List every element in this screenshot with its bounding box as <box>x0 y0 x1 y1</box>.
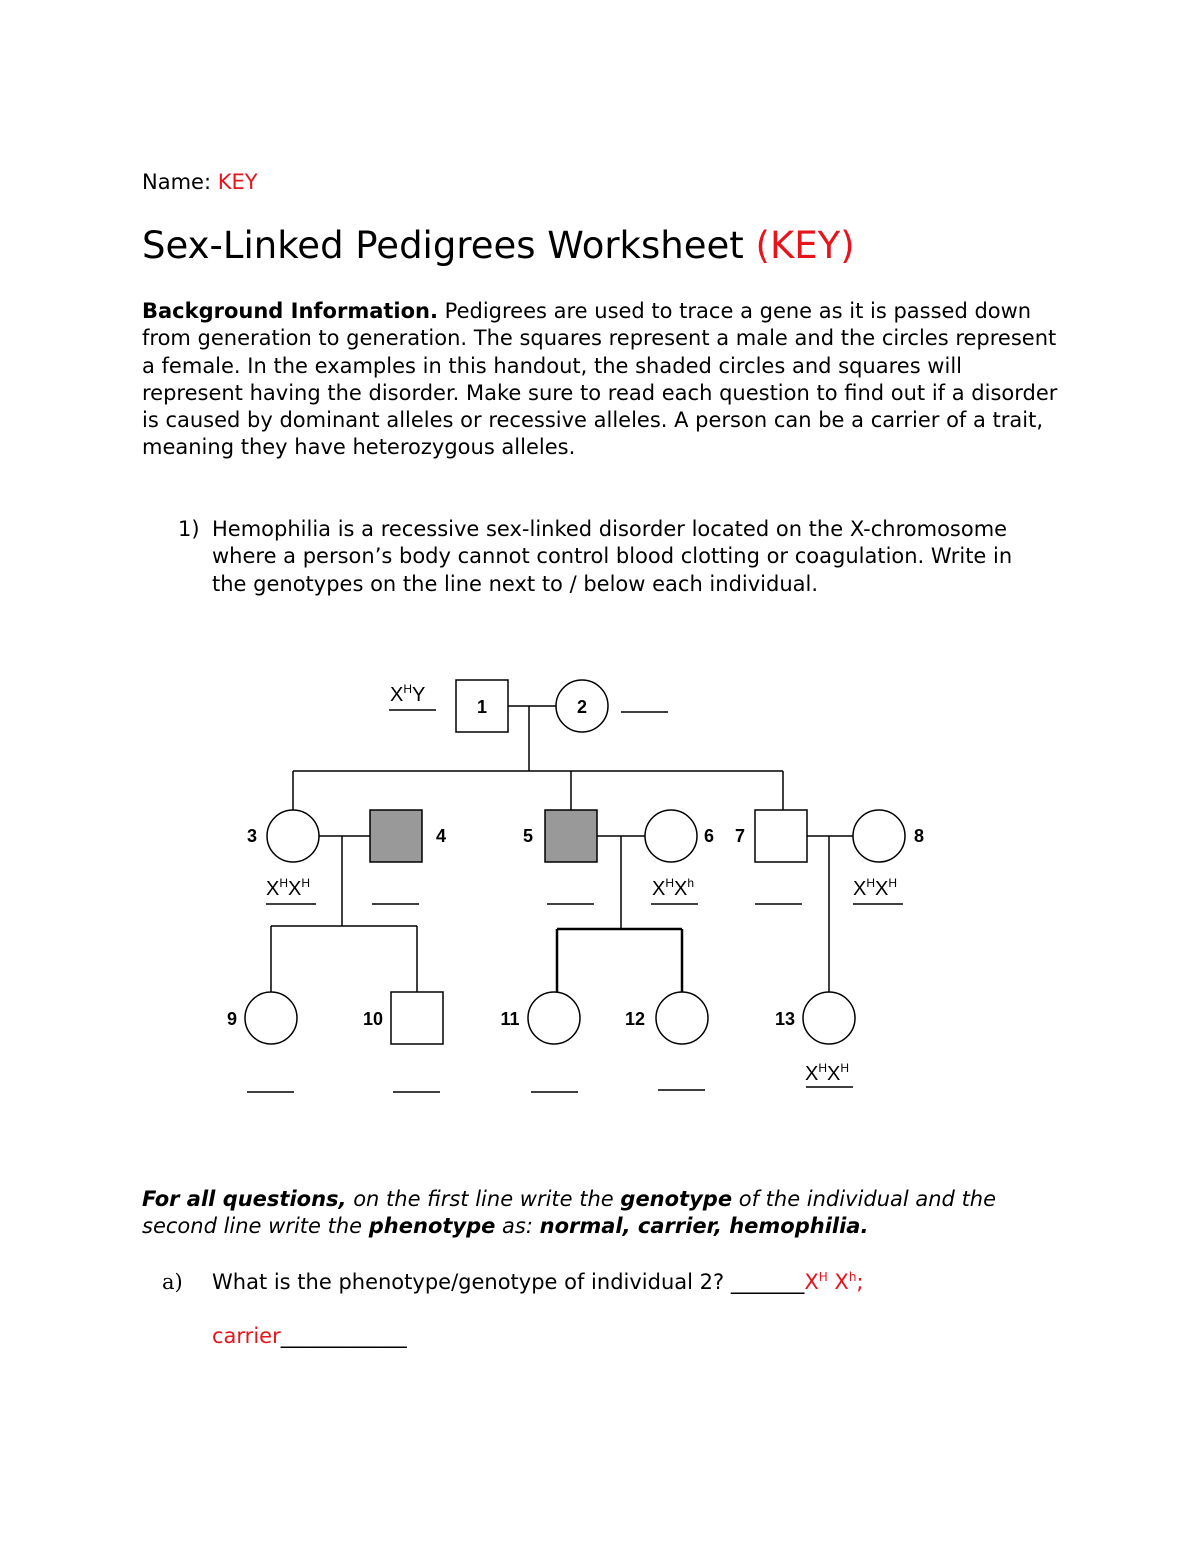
individual-6-number: 6 <box>703 826 715 846</box>
individual-10-male <box>391 992 443 1044</box>
question-1-text: Hemophilia is a recessive sex-linked disorder located on the X-chromosome where a person’s body cannot control blood clotting or coagulation. Write in the genotypes on the line next to / below each individual. <box>212 517 1013 596</box>
instructions: For all questions, on the first line write the genotype of the individual and the second line write the phenotype as: normal, carrier, hemophilia. <box>142 1187 997 1239</box>
title-main: Sex-Linked Pedigrees Worksheet <box>142 224 744 267</box>
question-a-blank: ____________ <box>280 1324 407 1348</box>
individual-8-female <box>853 810 905 862</box>
individual-9-number: 9 <box>226 1009 238 1029</box>
question-a-phenotype: carrier <box>212 1324 281 1348</box>
name-label: Name: <box>142 170 212 194</box>
individual-11-number: 11 <box>500 1009 520 1029</box>
genotype-label-3: $X^HX^H$ <box>266 876 311 900</box>
individual-9-female <box>245 992 297 1044</box>
question-a-answer: $X^H$ $X^h$; <box>804 1270 864 1294</box>
question-a-text: What is the phenotype/genotype of individual 2? $\_\_\_\_\_\_\_X^H$ $X^h$; <box>212 1270 864 1294</box>
genotype-label-6: $X^HX^h$ <box>652 876 695 900</box>
pedigree-symbols <box>245 680 905 1044</box>
title-key: (KEY) <box>755 224 855 267</box>
pedigree-genotype-labels <box>266 682 897 1085</box>
genotype-label-1: $X^HY$ <box>390 682 426 706</box>
genotype-answer-lines <box>247 710 903 1092</box>
individual-13-female <box>803 992 855 1044</box>
question-a-answer-line <box>212 1324 407 1348</box>
genotype-label-13: $X^HX^H$ <box>805 1061 850 1085</box>
individual-5-number: 5 <box>522 826 534 846</box>
pedigree-number-labels <box>227 697 924 1029</box>
individual-4-number: 4 <box>435 826 447 846</box>
individual-3-female <box>267 810 319 862</box>
background-text: Pedigrees are used to trace a gene as it is passed down from generation to generation. The squares represent a male and the circles represent a female. In the examples in this handout, the shaded circles and squares will represent having the disorder. Make sure to read each question to find out if a disorder is caused by dominant alleles or recessive alleles. A person can be a carrier of a trait, meaning they have heterozygous alleles. <box>142 299 1058 460</box>
individual-13-number: 13 <box>774 1009 796 1029</box>
individual-7-male <box>755 810 807 862</box>
question-1-number: 1) <box>178 517 200 541</box>
individual-10-number: 10 <box>362 1009 384 1029</box>
individual-5-male-affected <box>545 810 597 862</box>
individual-11-female <box>528 992 580 1044</box>
individual-12-number: 12 <box>624 1009 646 1029</box>
individual-4-male-affected <box>370 810 422 862</box>
individual-2-number: 2 <box>576 697 588 717</box>
individual-12-female <box>656 992 708 1044</box>
question-a <box>162 1270 864 1294</box>
individual-7-number: 7 <box>734 826 746 846</box>
individual-6-female <box>645 810 697 862</box>
background-heading: Background Information. <box>142 299 438 323</box>
question-a-label: a) <box>162 1270 183 1294</box>
name-value: KEY <box>217 170 258 194</box>
individual-8-number: 8 <box>913 826 925 846</box>
genotype-label-8: $X^HX^H$ <box>853 876 898 900</box>
individual-1-number: 1 <box>476 697 488 717</box>
individual-3-number: 3 <box>246 826 258 846</box>
